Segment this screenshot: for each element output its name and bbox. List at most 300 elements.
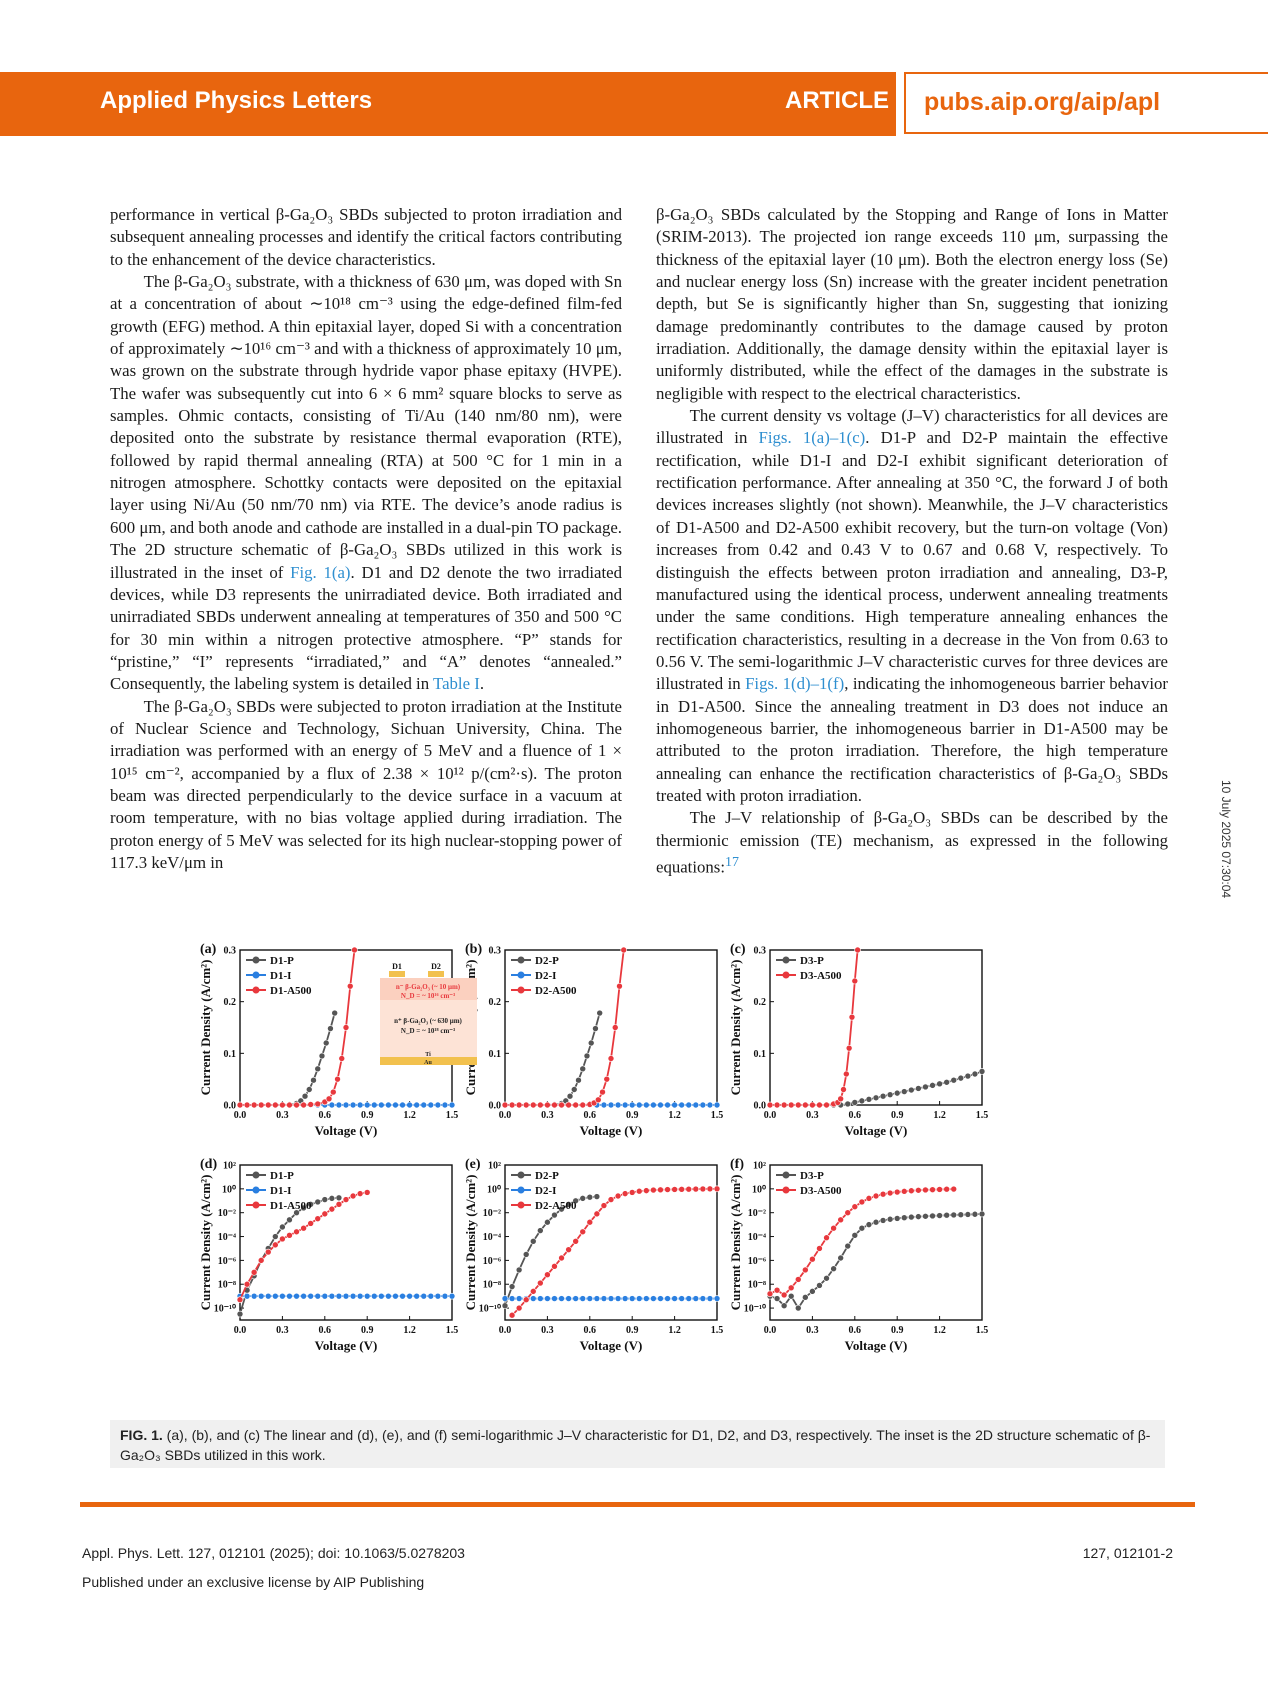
chart-panel-d [198,1157,458,1353]
legend-marker [253,1172,260,1179]
data-point [944,1212,950,1218]
data-point [364,1293,370,1299]
data-point [616,983,622,989]
legend-marker [518,1172,525,1179]
data-point [629,1189,635,1195]
data-point [567,1093,573,1099]
inset-label-d1: D1 [392,962,402,971]
data-point [707,1186,713,1192]
data-point [265,1102,271,1108]
inset-label-d2: D2 [431,962,441,971]
data-point [347,983,353,989]
data-point [679,1296,685,1302]
data-point [781,1303,787,1309]
x-tick-label: 0.9 [360,1325,374,1336]
data-point [894,1090,900,1096]
data-point [922,1213,928,1219]
citation-line: Appl. Phys. Lett. 127, 012101 (2025); doi: 10.1063/5.0278203 [82,1545,465,1561]
data-point [880,1217,886,1223]
inset-anode-d1 [389,971,405,977]
x-tick-label: 0.3 [541,1110,554,1121]
data-point [400,1293,406,1299]
y-tick-label: 10⁻² [482,1208,501,1220]
data-point [414,1102,420,1108]
data-point [343,1025,349,1031]
x-tick-label: 0.9 [625,1325,639,1336]
data-point [378,1102,384,1108]
data-point [831,1225,837,1231]
data-point [816,1245,822,1251]
x-tick-label: 1.2 [668,1110,681,1121]
data-point [336,1102,342,1108]
data-point [650,1187,656,1193]
x-axis-label: Voltage (V) [314,1123,378,1138]
data-point [901,1188,907,1194]
data-point [915,1214,921,1220]
data-point [308,1293,314,1299]
figure-link[interactable]: Fig. 1(a) [290,562,351,582]
inset-sub-label: n⁺ β-Ga₂O₃ (~ 630 μm) [394,1017,462,1025]
data-point [859,1199,865,1205]
table-link[interactable]: Table I [433,674,480,694]
legend-label: D3-P [800,1170,824,1182]
data-point [643,1296,649,1302]
data-point [887,1216,893,1222]
data-point [308,1101,314,1107]
data-point [330,1089,336,1095]
data-point [272,1234,278,1240]
y-tick-label: 0.0 [488,1100,501,1112]
data-point [339,1056,345,1062]
data-point [251,1269,257,1275]
data-point [965,1211,971,1217]
data-point [537,1280,543,1286]
paragraph: performance in vertical β-Ga₂O₃ SBDs subjected to proton irradiation and subsequent annealing processes and identify the critical factors contributing to the enhancement of the device characteristics. [110,205,622,269]
data-point [972,1071,978,1077]
data-point [400,1102,406,1108]
x-tick-label: 1.5 [710,1325,724,1336]
data-point [908,1087,914,1093]
data-point [573,1296,579,1302]
caption-text: (a), (b), and (c) The linear and (d), (e), and (f) semi-logarithmic J–V characteristic for D1, D2, and D3, respectively. The inset is the 2D structure schematic of β-Ga₂O₃ SBDs utilized in this work. [120,1427,1151,1463]
data-point [604,1076,610,1082]
data-point [915,1085,921,1091]
data-point [845,1210,851,1216]
data-point [665,1296,671,1302]
data-point [838,1255,844,1261]
data-point [573,1102,579,1108]
y-tick-label: 10² [488,1160,501,1172]
data-point [573,1238,579,1244]
data-point [294,1102,300,1108]
y-tick-label: 10⁻¹⁰ [743,1303,766,1315]
data-point [622,1296,628,1302]
data-point [600,1089,606,1095]
data-point [622,1102,628,1108]
y-tick-label: 0.3 [753,945,766,957]
inset-substrate-layer [380,995,477,1057]
data-point [592,1026,598,1032]
data-point [530,1296,536,1302]
series-line [770,1214,982,1308]
data-point [873,1219,879,1225]
data-point [551,1263,557,1269]
data-point [279,1293,285,1299]
x-tick-label: 0.3 [806,1110,819,1121]
data-point [258,1102,264,1108]
data-point [665,1187,671,1193]
data-point [679,1102,685,1108]
data-point [802,1102,808,1108]
data-point [428,1293,434,1299]
legend-marker [253,1187,260,1194]
data-point [428,1102,434,1108]
data-point [308,1220,314,1226]
data-point [392,1293,398,1299]
data-point [315,1216,321,1222]
data-point [802,1267,808,1273]
data-point [279,1236,285,1242]
data-point [244,1102,250,1108]
data-point [357,1102,363,1108]
y-tick-label: 10⁰ [486,1184,501,1196]
data-point [880,1191,886,1197]
data-point [816,1282,822,1288]
legend-marker [253,972,260,979]
data-point [237,1102,243,1108]
y-tick-label: 10⁻¹⁰ [478,1303,501,1315]
data-point [350,1293,356,1299]
data-point [580,1296,586,1302]
data-point [608,1102,614,1108]
data-point [580,1102,586,1108]
data-point [930,1187,936,1193]
x-tick-label: 1.2 [403,1325,416,1336]
data-point [597,1010,603,1016]
x-tick-label: 0.3 [806,1325,819,1336]
data-point [343,1197,349,1203]
y-tick-label: 0.0 [223,1100,236,1112]
data-point [824,1102,830,1108]
data-point [580,1229,586,1235]
legend-label: D3-P [800,955,824,967]
chart-panel-f [728,1157,988,1353]
data-point [852,1232,858,1238]
paragraph: β-Ga₂O₃ SBDs calculated by the Stopping and Range of Ions in Matter (SRIM-2013). The projected ion range exceeds 110 μm, surpassing the thickness of the epitaxial layer (10 μm). Both the electron energy loss (Se) and nuclear energy loss (Sn) increase with the greater incident penetration depth, but Se is significantly higher than Sn, suggesting that ionizing damage predominantly contributes to the damage caused by proton irradiation. Additionally, the damage density within the epitaxial layer is uniformly distributed, while the effect of the damages in the substrate is negligible with respect to the electrical characteristics. [656,205,1168,403]
x-tick-label: 1.2 [933,1110,946,1121]
data-point [584,1053,590,1059]
legend-marker [783,1172,790,1179]
data-point [435,1102,441,1108]
data-point [544,1102,550,1108]
data-point [887,1092,893,1098]
data-point [310,1077,316,1083]
data-point [880,1093,886,1099]
data-point [601,1203,607,1209]
data-point [244,1281,250,1287]
data-point [516,1102,522,1108]
y-tick-label: 10² [223,1160,236,1172]
data-point [873,1095,879,1101]
data-point [326,1096,332,1102]
data-point [571,1087,577,1093]
data-point [544,1219,550,1225]
x-tick-label: 0.9 [360,1110,374,1121]
figure-caption [110,1420,1165,1468]
data-point [279,1102,285,1108]
data-point [336,1201,342,1207]
data-point [272,1242,278,1248]
x-tick-label: 1.5 [975,1325,989,1336]
citation-link[interactable]: 17 [724,854,739,870]
data-point [866,1096,872,1102]
data-point [364,1189,370,1195]
legend-label: D2-A500 [535,985,577,997]
panel-label: (e) [465,1157,481,1172]
data-point [509,1102,515,1108]
data-point [795,1305,801,1311]
x-axis-label: Voltage (V) [844,1338,908,1353]
panel-label: (d) [200,1157,218,1172]
data-point [657,1296,663,1302]
data-point [523,1251,529,1257]
data-point [774,1296,780,1302]
x-tick-label: 0.6 [848,1325,862,1336]
data-point [421,1293,427,1299]
data-point [873,1193,879,1199]
data-point [329,1195,335,1201]
data-point [251,1102,257,1108]
y-tick-label: 10⁻⁶ [482,1255,501,1267]
paragraph: The current density vs voltage (J–V) characteristics for all devices are illustrated in Figs. 1(a)–1(c). D1-P and D2-P maintain the effective rectification, while D1-I and D2-I exhibit significant deterioration of rectification performance. After annealing at 350 °C, the forward J of both devices increases slightly (not shown). Meanwhile, the J–V characteristics of D1-A500 and D2-A500 exhibit recovery, but the turn-on voltage (Von) increases from 0.42 and 0.43 V to 0.67 and 0.68 V, respectively. To distinguish the effects between proton irradiation and annealing, D3-P, manufactured using the identical process, underwent annealing treatments under the same conditions. High temperature annealing enhances the rectification characteristics, resulting in a decrease in the Von from 0.63 to 0.56 V. The semi-logarithmic J–V characteristic curves for three devices are illustrated in Figs. 1(d)–1(f), indicating the inhomogeneous barrier behavior in D1-A500. Since the annealing treatment in D3 does not induce an inhomogeneous barrier, the inhomogeneous barrier in D1-A500 may be attributed to the proton irradiation. Therefore, the high temperature annealing can enhance the rectification characteristics of β-Ga₂O₃ SBDs treated with proton irradiation. [656,406,1168,805]
x-tick-label: 0.0 [498,1325,512,1336]
legend-label: D2-P [535,955,559,967]
legend-marker [518,987,525,994]
x-tick-label: 1.2 [933,1325,946,1336]
data-point [657,1102,663,1108]
data-point [329,1293,335,1299]
data-point [930,1082,936,1088]
data-point [608,1296,614,1302]
data-point [323,1040,329,1046]
data-point [824,1235,830,1241]
x-tick-label: 0.3 [541,1325,554,1336]
data-point [629,1296,635,1302]
data-point [979,1068,985,1074]
footer-rule [80,1502,1195,1507]
x-tick-label: 1.5 [445,1325,459,1336]
data-point [237,1297,243,1303]
journal-title[interactable]: Applied Physics Letters [100,87,373,114]
data-point [594,1296,600,1302]
x-tick-label: 1.2 [403,1110,416,1121]
data-point [530,1102,536,1108]
data-point [351,947,357,953]
data-point [322,1293,328,1299]
data-point [537,1102,543,1108]
figure-1-panels [200,940,1080,1410]
data-point [509,1296,515,1302]
data-point [595,1097,601,1103]
y-tick-label: 0.2 [488,997,501,1009]
journal-url-box[interactable] [904,72,1268,134]
data-point [809,1288,815,1294]
x-tick-label: 0.6 [318,1110,332,1121]
data-point [551,1296,557,1302]
figure-link[interactable]: Figs. 1(a)–1(c) [758,428,866,448]
data-point [840,1087,846,1093]
data-point [421,1102,427,1108]
data-point [301,1293,307,1299]
data-point [449,1293,455,1299]
data-point [845,1243,851,1249]
data-point [258,1257,264,1263]
data-point [700,1296,706,1302]
data-point [587,1296,593,1302]
data-point [615,1296,621,1302]
data-point [693,1186,699,1192]
data-point [965,1073,971,1079]
data-point [327,1026,333,1032]
y-tick-label: 10⁻¹⁰ [213,1303,236,1315]
panel-label: (c) [730,942,746,957]
data-point [795,1102,801,1108]
data-point [707,1296,713,1302]
data-point [915,1187,921,1193]
figure-link[interactable]: Figs. 1(d)–1(f) [745,674,845,694]
data-point [407,1102,413,1108]
data-point [774,1102,780,1108]
y-axis-label: Current Density (A/cm²) [198,959,213,1096]
data-point [530,1238,536,1244]
journal-url-link[interactable]: pubs.aip.org/aip/apl [924,88,1161,116]
caption-label: FIG. 1. [120,1427,163,1443]
paragraph: The J–V relationship of β-Ga₂O₃ SBDs can be described by the thermionic emission (TE) mechanism, as expressed in the following equations:$^{17}$ [656,808,1168,877]
body-column-right [656,204,1168,879]
data-point [672,1296,678,1302]
data-point [302,1093,308,1099]
data-point [371,1102,377,1108]
legend-label: D1-I [270,1185,292,1197]
x-tick-label: 0.0 [233,1325,247,1336]
data-point [322,1211,328,1217]
data-point [781,1292,787,1298]
legend-label: D2-I [535,1185,557,1197]
x-tick-label: 0.9 [890,1110,904,1121]
data-point [930,1213,936,1219]
data-point [251,1293,257,1299]
legend-label: D1-A500 [270,985,312,997]
data-point [509,1312,515,1318]
inset-anode-d2 [428,971,444,977]
data-point [951,1212,957,1218]
publisher-line: Published under an exclusive license by AIP Publishing [82,1574,425,1590]
x-tick-label: 0.0 [763,1110,777,1121]
data-point [788,1102,794,1108]
data-point [385,1102,391,1108]
x-axis-label: Voltage (V) [844,1123,908,1138]
data-point [852,1204,858,1210]
data-point [502,1303,508,1309]
y-tick-label: 0.0 [753,1100,766,1112]
data-point [859,1225,865,1231]
data-point [449,1102,455,1108]
data-point [319,1053,325,1059]
data-point [951,1186,957,1192]
y-tick-label: 10⁰ [751,1184,766,1196]
y-tick-label: 0.1 [753,1048,766,1060]
legend-label: D3-A500 [800,970,842,982]
data-point [866,1222,872,1228]
data-point [335,1076,341,1082]
y-tick-label: 10⁻⁴ [482,1232,501,1244]
data-point [357,1293,363,1299]
data-point [866,1195,872,1201]
data-point [781,1102,787,1108]
data-point [700,1186,706,1192]
data-point [272,1293,278,1299]
data-point [824,1275,830,1281]
data-point [371,1293,377,1299]
data-point [594,1194,600,1200]
legend-marker [518,1202,525,1209]
data-point [544,1272,550,1278]
data-point [636,1188,642,1194]
panel-label: (b) [465,942,483,957]
data-point [922,1187,928,1193]
data-point [588,1040,594,1046]
data-point [244,1293,250,1299]
data-point [559,1296,565,1302]
legend-label: D2-P [535,1170,559,1182]
data-point [767,1102,773,1108]
y-tick-label: 10⁻⁴ [217,1232,236,1244]
data-point [551,1102,557,1108]
data-point [551,1212,557,1218]
data-point [679,1186,685,1192]
data-point [650,1102,656,1108]
y-tick-label: 10⁻⁸ [217,1279,236,1291]
data-point [686,1102,692,1108]
y-axis-label: Current Density (A/cm²) [198,1174,213,1311]
data-point [831,1266,837,1272]
data-point [951,1077,957,1083]
data-point [657,1187,663,1193]
data-point [944,1079,950,1085]
data-point [315,1101,321,1107]
legend-label: D1-P [270,955,294,967]
data-point [516,1296,522,1302]
data-point [894,1215,900,1221]
legend-label: D2-I [535,970,557,982]
inset-epi-doping: N_D = ~ 10¹⁶ cm⁻³ [400,992,456,1000]
x-axis-label: Voltage (V) [314,1338,378,1353]
data-point [615,1193,621,1199]
x-axis-label: Voltage (V) [579,1338,643,1353]
data-point [802,1294,808,1300]
data-point [972,1211,978,1217]
data-point [357,1191,363,1197]
data-point [575,1077,581,1083]
data-point [608,1056,614,1062]
y-tick-label: 0.3 [223,945,236,957]
data-point [343,1102,349,1108]
page-number: 127, 012101-2 [1082,1545,1173,1561]
legend-marker [783,972,790,979]
data-point [265,1249,271,1255]
legend-marker [518,957,525,964]
x-tick-label: 0.6 [848,1110,862,1121]
